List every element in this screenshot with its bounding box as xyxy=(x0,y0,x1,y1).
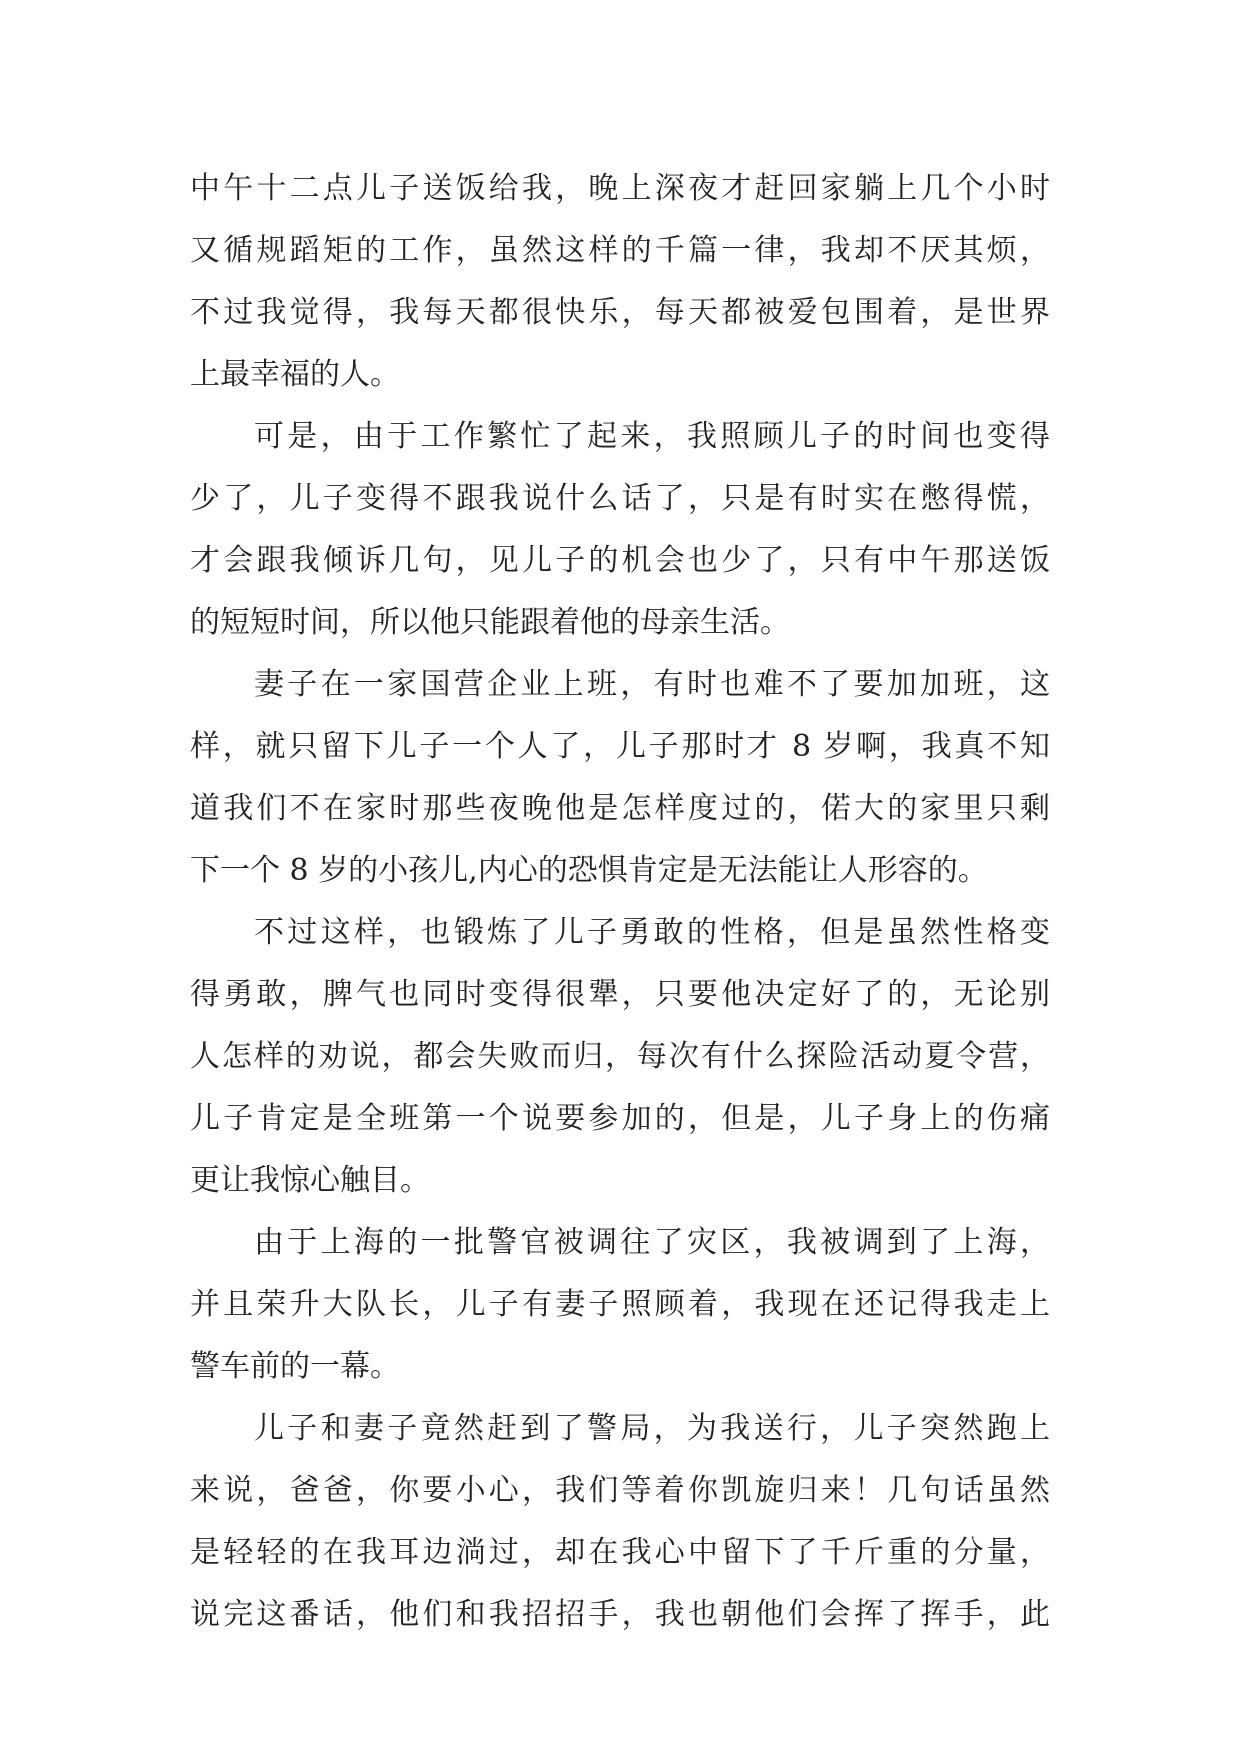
text-line: 警车前的一幕。 xyxy=(190,1349,400,1384)
paragraph-first-line: 由于上海的一批警官被调往了灾区，我被调到了上海， xyxy=(254,1225,1050,1260)
text-line: 又循规蹈矩的工作，虽然这样的千篇一律，我却不厌其烦， xyxy=(190,233,1050,268)
paragraph-first-line: 妻子在一家国营企业上班，有时也难不了要加加班，这 xyxy=(254,667,1050,702)
text-line: 道我们不在家时那些夜晚他是怎样度过的，偌大的家里只剩 xyxy=(190,791,1050,826)
text-line: 的短短时间，所以他只能跟着他的母亲生活。 xyxy=(190,605,790,640)
text-line: 得勇敢，脾气也同时变得很犟，只要他决定好了的，无论别 xyxy=(190,977,1050,1012)
text-line: 中午十二点儿子送饭给我，晚上深夜才赶回家躺上几个小时 xyxy=(190,171,1050,206)
text-line: 不过我觉得，我每天都很快乐，每天都被爱包围着，是世界 xyxy=(190,295,1050,330)
paragraph-first-line: 可是，由于工作繁忙了起来，我照顾儿子的时间也变得 xyxy=(254,419,1050,454)
text-line: 是轻轻的在我耳边淌过，却在我心中留下了千斤重的分量， xyxy=(190,1535,1050,1570)
text-line: 来说，爸爸，你要小心，我们等着你凯旋归来！几句话虽然 xyxy=(190,1473,1050,1508)
text-line: 并且荣升大队长，儿子有妻子照顾着，我现在还记得我走上 xyxy=(190,1287,1050,1322)
text-line: 上最幸福的人。 xyxy=(190,357,400,392)
text-line: 样，就只留下儿子一个人了，儿子那时才 8 岁啊，我真不知 xyxy=(190,729,1050,764)
text-line: 更让我惊心触目。 xyxy=(190,1163,430,1198)
text-line: 少了，儿子变得不跟我说什么话了，只是有时实在憋得慌， xyxy=(190,481,1050,516)
text-line: 人怎样的劝说，都会失败而归，每次有什么探险活动夏令营， xyxy=(190,1039,1050,1074)
text-line: 儿子肯定是全班第一个说要参加的，但是，儿子身上的伤痛 xyxy=(190,1101,1050,1136)
text-line: 下一个 8 岁的小孩儿,内心的恐惧肯定是无法能让人形容的。 xyxy=(190,853,988,888)
body-text xyxy=(190,158,1050,1646)
text-line: 说完这番话，他们和我招招手，我也朝他们会挥了挥手，此 xyxy=(190,1597,1050,1632)
paragraph-first-line: 儿子和妻子竟然赶到了警局，为我送行，儿子突然跑上 xyxy=(254,1411,1050,1446)
text-line: 才会跟我倾诉几句，见儿子的机会也少了，只有中午那送饭 xyxy=(190,543,1050,578)
paragraph-first-line: 不过这样，也锻炼了儿子勇敢的性格，但是虽然性格变 xyxy=(254,915,1050,950)
